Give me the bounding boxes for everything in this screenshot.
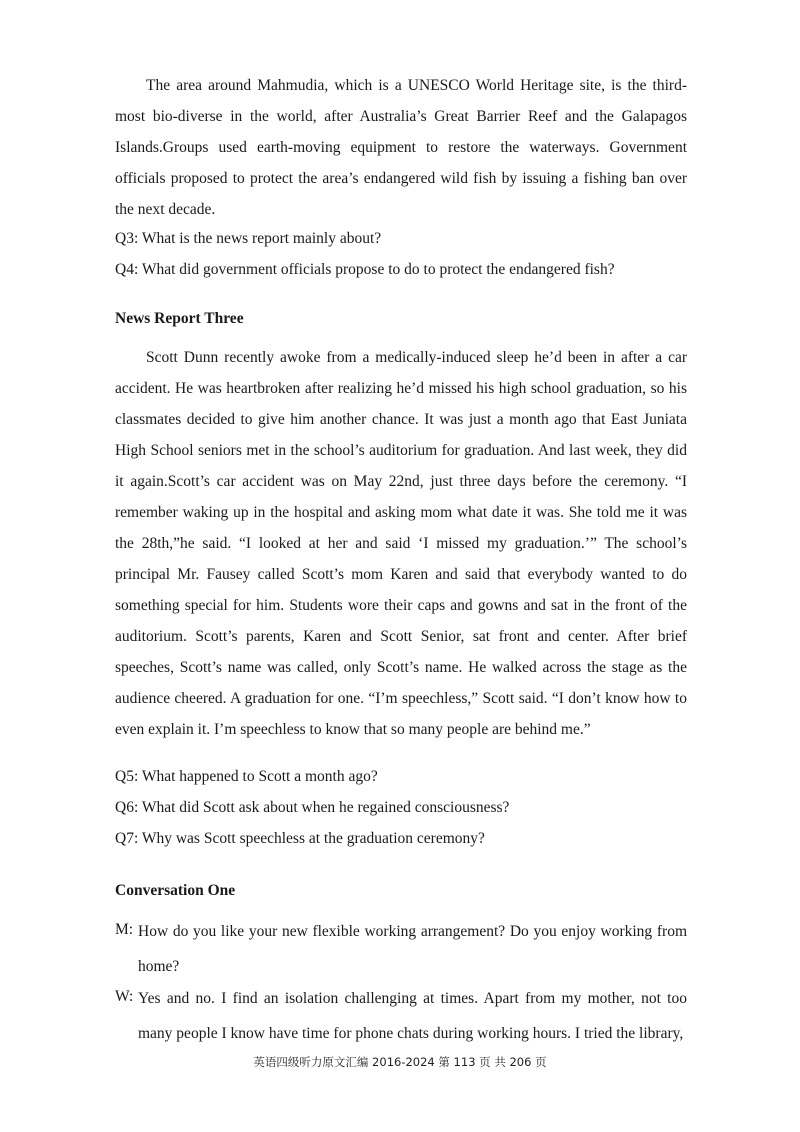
section-heading: News Report Three: [115, 310, 244, 327]
news-report-three-section: [115, 342, 687, 745]
question-list: [115, 223, 687, 285]
question-3: Q3: What is the news report mainly about?: [115, 230, 382, 247]
dialogue-turn-w: [115, 981, 687, 1051]
speaker-label: W:: [115, 988, 134, 1005]
speaker-label: M:: [115, 921, 134, 938]
dialogue-turn-m: [115, 914, 687, 984]
news-report-two-section: [115, 70, 687, 225]
dialogue-text: Yes and no. I find an isolation challenging at times. Apart from my mother, not too many people I know have time for phone chats during working hours. I tried the library,: [138, 990, 687, 1042]
question-5: Q5: What happened to Scott a month ago?: [115, 768, 378, 785]
question-4: Q4: What did government officials propose to do to protect the endangered fish?: [115, 261, 615, 278]
dialogue-text: How do you like your new flexible working arrangement? Do you enjoy working from home?: [138, 923, 687, 975]
question-7: Q7: Why was Scott speechless at the graduation ceremony?: [115, 830, 485, 847]
news-report-two-paragraph: The area around Mahmudia, which is a UNESCO World Heritage site, is the third-most bio-diverse in the world, after Australia’s Great Barrier Reef and the Galapagos Islands.Groups used earth-moving equipment to restore the waterways. Government officials proposed to protect the area’s endangered wild fish by issuing a fishing ban over the next decade.: [115, 77, 687, 218]
conversation-one-heading: [115, 875, 687, 906]
question-list: [115, 761, 687, 854]
news-report-three-paragraph: Scott Dunn recently awoke from a medically-induced sleep he’d been in after a car accident. He was heartbroken after realizing he’d missed his high school graduation, so his classmates decided to give him another chance. It was just a month ago that East Juniata High School seniors met in the school’s auditorium for graduation. And last week, they did it again.Scott’s car accident was on May 22nd, just three days before the ceremony. “I remember waking up in the hospital and asking mom what date it was. She told me it was the 28th,”he said. “I looked at her and said ‘I missed my graduation.’” The school’s principal Mr. Fausey called Scott’s mom Karen and said that everybody wanted to do something special for him. Students wore their caps and gowns and sat in the front of the auditorium. Scott’s parents, Karen and Scott Senior, sat front and center. After brief speeches, Scott’s name was called, only Scott’s name. He walked across the stage as the audience cheered. A graduation for one. “I’m speechless,” Scott said. “I don’t know how to even explain it. I’m speechless to know that so many people are behind me.”: [115, 349, 687, 738]
news-report-three-heading: [115, 303, 687, 334]
question-6: Q6: What did Scott ask about when he regained consciousness?: [115, 799, 510, 816]
section-heading: Conversation One: [115, 882, 236, 899]
page-footer: 英语四级听力原文汇编 2016-2024 第 113 页 共 206 页: [253, 1055, 547, 1069]
